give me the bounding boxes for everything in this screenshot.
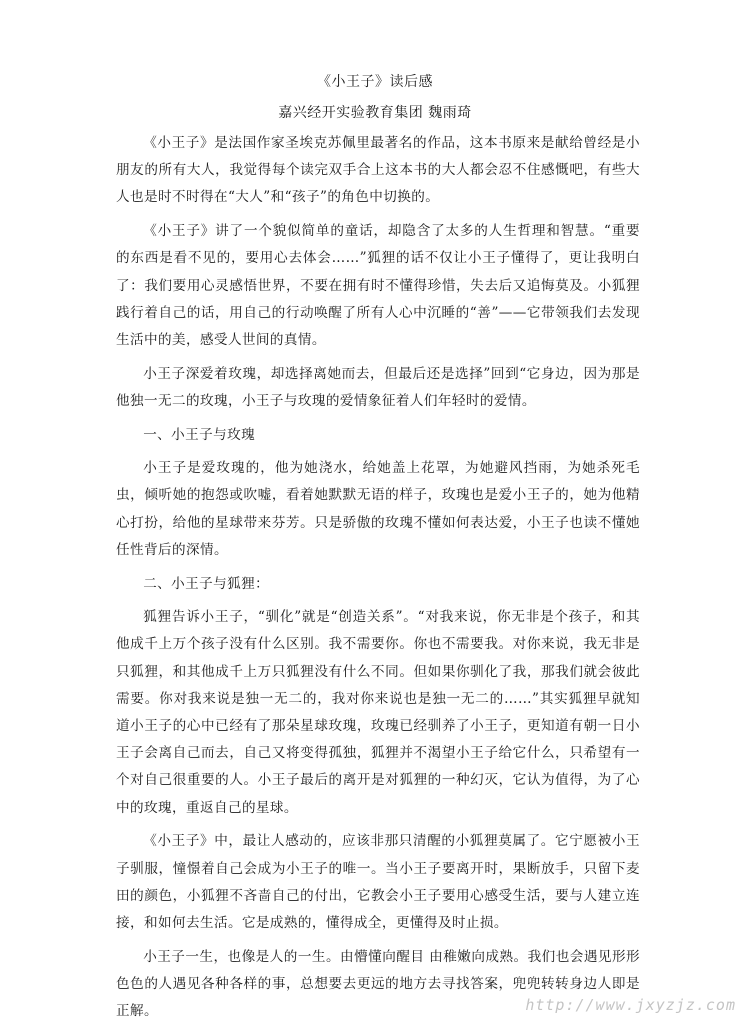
paragraph: 《小王子》中，最让人感动的，应该非那只清醒的小狐狸莫属了。它宁愿被小王子驯服，憧憬着自己会成为小王子的唯一。当小王子要离开时，果断放手，只留下麦田的颜色，小狐狸不吝啬自己的付出，它教会小王子要用心感受生活，要与人建立连接，和如何去生活。它是成熟的，懂得成全，更懂得及时止损。 xyxy=(116,833,640,931)
watermark: http://www.jxyzjz.com xyxy=(525,996,736,1014)
paragraph: 小王子是爱玫瑰的，他为她浇水，给她盖上花罩，为她避风挡雨，为她杀死毛虫，倾听她的抱怨或吹嘘，看着她默默无语的样子，玫瑰也是爱小王子的，她为他精心打扮，给他的星球带来芬芳。只是骄傲的玫瑰不懂如何表达爱，小王子也读不懂她任性背后的深情。 xyxy=(116,460,640,558)
paragraph: 《小王子》是法国作家圣埃克苏佩里最著名的作品，这本书原来是献给曾经是小朋友的所有大人，我觉得每个读完双手合上这本书的大人都会忍不住感慨吧，有些大人也是时不时得在“大人”和“孩子”的角色中切换的。 xyxy=(116,135,640,206)
document-author: 嘉兴经开实验教育集团 魏雨琦 xyxy=(278,105,472,121)
paragraph: 小王子一生，也像是人的一生。由懵懂向醒目 由稚嫩向成熟。我们也会遇见形形色色的人遇见各种各样的事，总想要去更远的地方去寻找答案，兜兜转转身边人即是正解。 xyxy=(116,948,640,1020)
document-body xyxy=(116,130,640,1032)
paragraph: 狐狸告诉小王子，“驯化”就是“创造关系”。“对我来说，你无非是个孩子，和其他成千上万个孩子没有什么区别。我不需要你。你也不需要我。对你来说，我无非是只狐狸，和其他成千上万只狐狸没有什么不同。但如果你驯化了我，那我们就会彼此需要。你对我来说是独一无二的，我对你来说也是独一无二的……”其实狐狸早就知道小王子的心中已经有了那朵星球玫瑰，玫瑰已经驯养了小王子，更知道有朝一日小王子会离自己而去，自己又将变得孤独，狐狸并不渴望小王子给它什么，只希望有一个对自己很重要的人。小王子最后的离开是对狐狸的一种幻灭，它认为值得，为了心中的玫瑰，重返自己的星球。 xyxy=(116,609,640,816)
section-heading-fox: 二、小王子与狐狸： xyxy=(143,575,270,592)
document-title: 《小王子》读后感 xyxy=(317,74,433,90)
paragraph: 小王子深爱着玫瑰，却选择离她而去，但最后还是选择”回到“它身边，因为那是他独一无二的玫瑰，小王子与玫瑰的爱情象征着人们年轻时的爱情。 xyxy=(116,365,640,409)
section-heading-rose: 一、小王子与玫瑰 xyxy=(143,426,256,443)
paragraph: 《小王子》讲了一个貌似简单的童话，却隐含了太多的人生哲理和智慧。“重要的东西是看不见的，要用心去体会……”狐狸的话不仅让小王子懂得了，更让我明白了：我们要用心灵感悟世界，不要在拥有时不懂得珍惜，失去后又追悔莫及。小狐狸践行着自己的话，用自己的行动唤醒了所有人心中沉睡的“善”——它带领我们去发现生活中的美，感受人世间的真情。 xyxy=(116,223,640,348)
